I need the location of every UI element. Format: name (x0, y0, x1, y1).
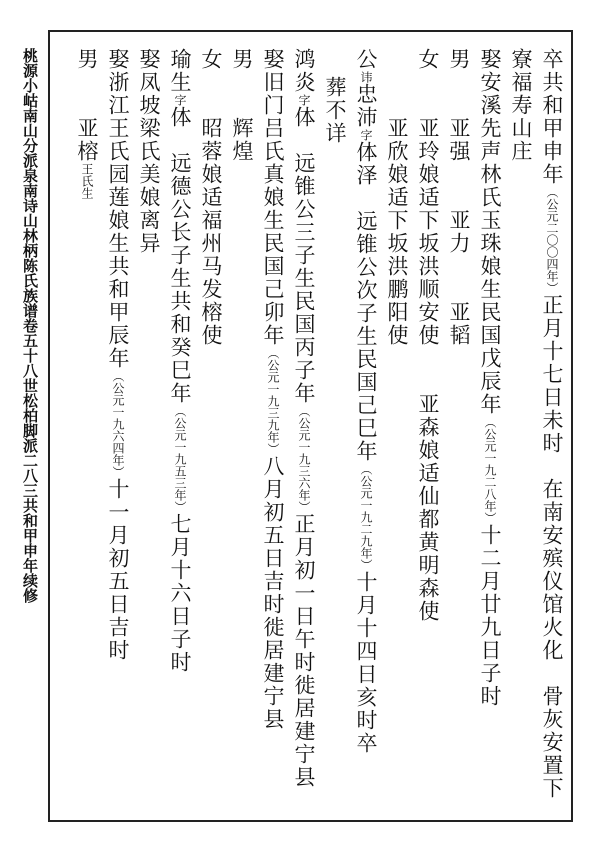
annotation-text: （公元一九二九年） (359, 463, 373, 571)
text-column (476, 48, 504, 708)
column-text: 公 (354, 48, 378, 71)
annotation-text: （公元一九二八年） (483, 416, 497, 524)
column-text: 忠沛 (354, 83, 378, 129)
column-text: 八月初五日吉时徙居建宁县 (261, 455, 285, 731)
column-text: 娶浙江王氏园莲娘生共和甲辰年 (106, 48, 130, 370)
column-text: 卒共和甲申年 (540, 48, 564, 186)
column-text: 正月十七日未时 在南安殡仪馆火化 骨灰安置下 (540, 294, 564, 800)
volume-label: 卷五 (21, 318, 39, 348)
column-text: 十月十四日亥时卒 (354, 571, 378, 755)
column-text: 体 远锥公三子生民国丙子年 (292, 106, 316, 405)
annotation-text: （公元一九五三年） (173, 405, 187, 513)
text-column (321, 76, 349, 145)
edition-label: 共和甲申年续修 (21, 498, 39, 603)
annotation-text: 讳 (359, 71, 373, 83)
column-text: 十二月廿九日子时 (478, 524, 502, 708)
page-number: 二八三 (21, 453, 39, 498)
text-column (383, 48, 411, 347)
annotation-text: 字 (173, 94, 187, 106)
annotation-text: （公元一九三六年） (297, 405, 311, 513)
side-margin (5, 48, 39, 808)
column-text: 女 昭蓉娘适福州马发榕使 (199, 48, 223, 347)
text-column (352, 48, 380, 755)
column-text: 体 远德公长子生共和癸巳年 (168, 106, 192, 405)
column-text: 娶安溪先声林氏玉珠娘生民国戊辰年 (478, 48, 502, 416)
text-column (135, 48, 163, 255)
text-column (259, 48, 287, 731)
text-column (197, 48, 225, 347)
column-text: 十一月初五日吉时 (106, 478, 130, 662)
text-column (445, 48, 473, 347)
column-text: 女 亚玲娘适下坂洪顺安使 亚森娘适仙都黄明森使 (416, 48, 440, 623)
annotation-text: 王氏生 (80, 163, 94, 199)
text-column (228, 48, 256, 163)
column-text: 娶旧门吕氏真娘生民国己卯年 (261, 48, 285, 347)
annotation-text: （公元二〇〇四年） (545, 186, 559, 294)
column-text: 正月初一日午时徙居建宁县 (292, 513, 316, 789)
generation-label: 十八世 (21, 348, 39, 393)
column-text: 葬不详 (323, 76, 347, 145)
text-column (507, 48, 535, 163)
column-text: 男 辉煌 (230, 48, 254, 163)
annotation-text: 字 (359, 129, 373, 141)
text-column (73, 48, 101, 199)
column-text: 体泽 远锥公次子生民国己巳年 (354, 141, 378, 463)
text-column (414, 48, 442, 623)
text-column (538, 48, 566, 800)
text-column (104, 48, 132, 662)
branch-label: 松柏脚派 (21, 393, 39, 453)
text-column (290, 48, 318, 789)
column-text: 鸿炎 (292, 48, 316, 94)
column-text: 寮福寿山庄 (509, 48, 533, 163)
genealogy-title: 桃源小岵南山分派泉南诗山林柄陈氏族谱 (21, 48, 39, 318)
annotation-text: （公元一九三九年） (266, 347, 280, 455)
column-text: 瑜生 (168, 48, 192, 94)
annotation-text: 字 (297, 94, 311, 106)
column-text: 男 亚榕 (75, 48, 99, 163)
annotation-text: （公元一九六四年） (111, 370, 125, 478)
column-text: 亚欣娘适下坂洪鹏阳使 (385, 48, 409, 347)
column-text: 娶凤坡梁氏美娘离异 (137, 48, 161, 255)
text-column (166, 48, 194, 674)
column-text: 七月十六日子时 (168, 513, 192, 674)
column-text: 男 亚强 亚力 亚韬 (447, 48, 471, 347)
